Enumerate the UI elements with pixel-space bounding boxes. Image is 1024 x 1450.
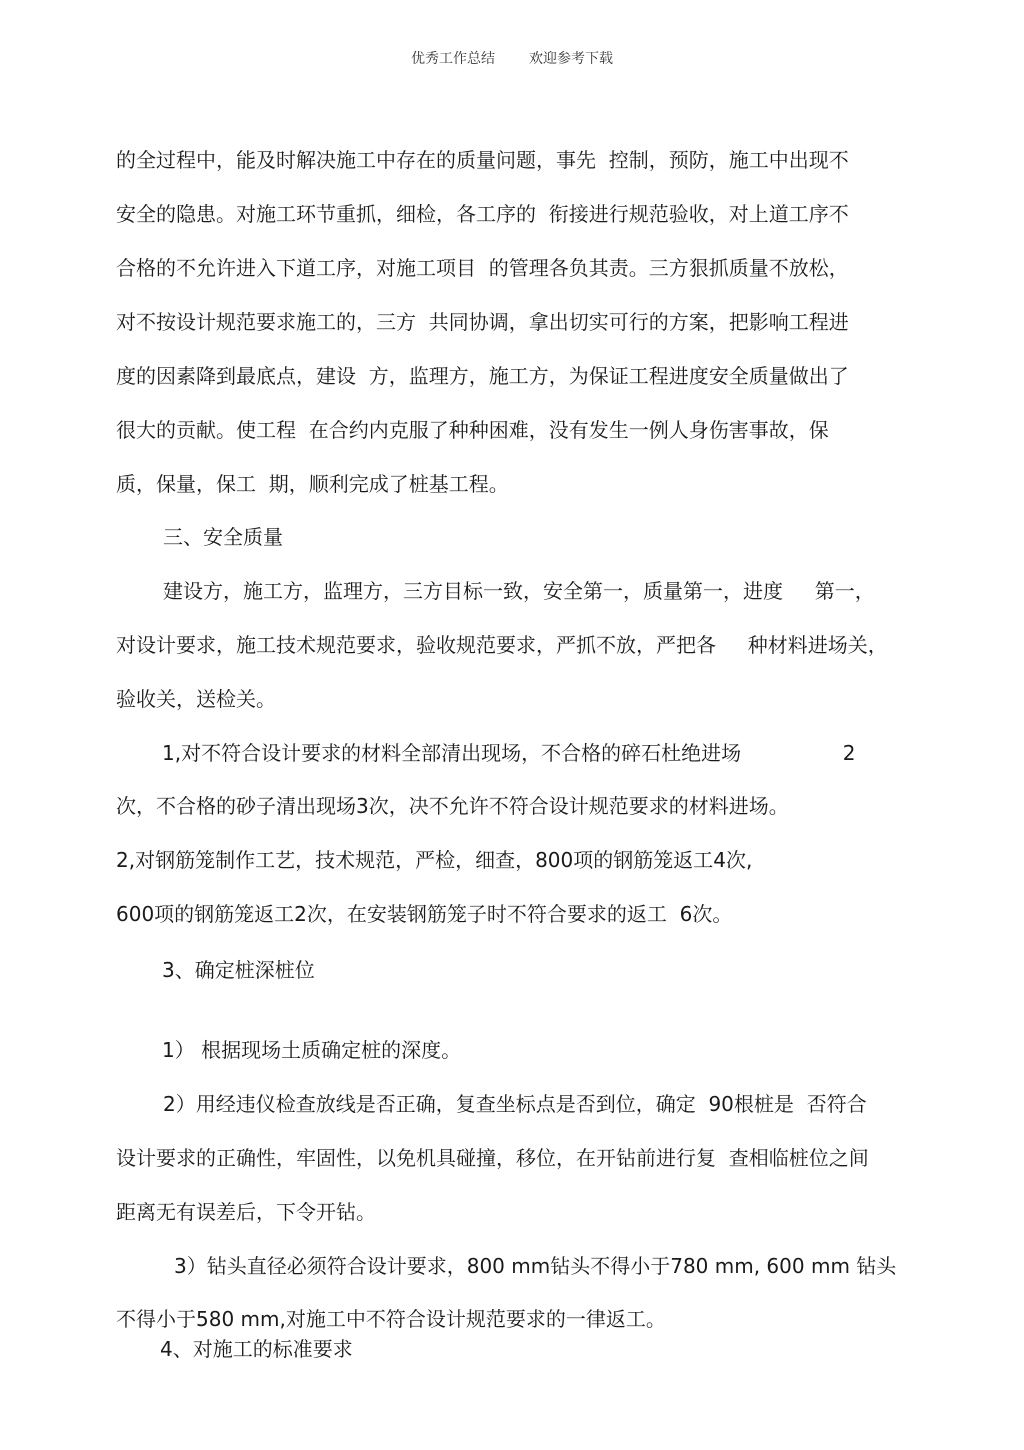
- list-item-line: 距离无有误差后，下令开钻。: [116, 1200, 376, 1224]
- subsection-heading: 3、确定桩深桩位: [162, 958, 315, 982]
- page-header: [0, 48, 1024, 68]
- list-item-line: 2,对钢筋笼制作工艺，技术规范，严检，细查，800项的钢筋笼返工4次,: [116, 848, 753, 872]
- list-item-line: 1） 根据现场土质确定桩的深度。: [162, 1038, 462, 1062]
- paragraph-line: 度的因素降到最底点，建设 方，监理方，施工方，为保证工程进度安全质量做出了: [116, 364, 849, 388]
- paragraph-line: 合格的不允许进入下道工序，对施工项目 的管理各负其责。三方狠抓质量不放松，: [116, 256, 849, 280]
- list-item-line: 600项的钢筋笼返工2次，在安装钢筋笼子时不符合要求的返工 6次。: [116, 902, 733, 926]
- paragraph-line: 质，保量，保工 期，顺利完成了桩基工程。: [116, 472, 509, 496]
- list-item-line: 2）用经违仪检查放线是否正确，复查坐标点是否到位，确定 90根桩是 否符合: [163, 1092, 867, 1116]
- section-heading: 三、安全质量: [163, 525, 283, 549]
- header-left-text: 优秀工作总结: [411, 51, 495, 67]
- paragraph-line: 建设方，施工方，监理方，三方目标一致，安全第一，质量第一，进度 第一，: [163, 579, 875, 603]
- list-item-line: 设计要求的正确性，牢固性，以免机具碰撞，移位，在开钻前进行复 查相临桩位之间: [116, 1146, 869, 1170]
- paragraph-line: 安全的隐患。对施工环节重抓，细检，各工序的 衔接进行规范验收，对上道工序不: [116, 202, 849, 226]
- list-item-line: 3）钻头直径必须符合设计要求，800 mm钻头不得小于780 mm, 600 mm 钻头: [174, 1254, 897, 1278]
- paragraph-line: 验收关，送检关。: [116, 687, 276, 711]
- paragraph-line: 对不按设计规范要求施工的，三方 共同协调，拿出切实可行的方案，把影响工程进: [116, 310, 849, 334]
- paragraph-line: 对设计要求，施工技术规范要求，验收规范要求，严抓不放，严把各 种材料进场关，: [116, 633, 888, 657]
- subsection-heading: 4、对施工的标准要求: [160, 1337, 353, 1361]
- paragraph-line: 很大的贡献。使工程 在合约内克服了种种困难，没有发生一例人身伤害事故，保: [116, 418, 829, 442]
- list-item-line: 不得小于580 mm,对施工中不符合设计规范要求的一律返工。: [116, 1307, 666, 1331]
- header-right-text: 欢迎参考下载: [529, 51, 613, 67]
- list-item-line: 次，不合格的砂子清出现场3次，决不允许不符合设计规范要求的材料进场。: [116, 794, 789, 818]
- paragraph-line: 的全过程中，能及时解决施工中存在的质量问题，事先 控制，预防，施工中出现不: [116, 148, 849, 172]
- list-item-line: 1,对不符合设计要求的材料全部清出现场，不合格的碎石杜绝进场 2: [162, 741, 856, 765]
